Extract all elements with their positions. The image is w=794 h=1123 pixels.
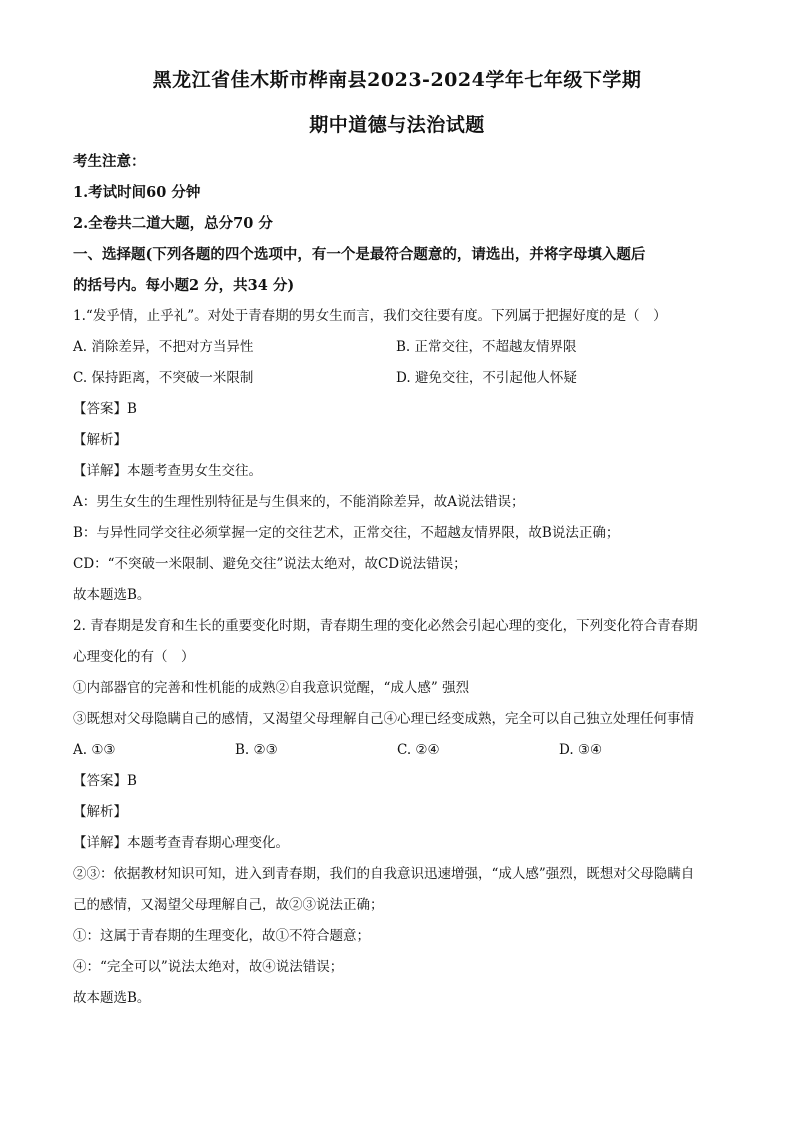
question-2-explanation-line1: ②③：依据教材知识可知，进入到青春期，我们的自我意识迅速增强，“成人感”强烈，既想对父母隐瞒自	[73, 866, 695, 882]
question-2-option-b: B. ②③	[235, 742, 278, 758]
question-2-explanation-line2: 己的感情，又渴望父母理解自己，故②③说法正确；	[73, 897, 384, 913]
question-2-explanation-line4: ④：“完全可以”说法太绝对，故④说法错误；	[73, 959, 344, 975]
question-2-explanation-line3: ①：这属于青春期的生理变化，故①不符合题意；	[73, 928, 370, 944]
question-2-option-d: D. ③④	[559, 742, 603, 758]
question-2-answer: 【答案】B	[73, 773, 137, 789]
question-1-explanation-b: B：与异性同学交往必须掌握一定的交往艺术，正常交往，不超越友情界限，故B说法正确；	[73, 525, 620, 541]
question-1-analysis-label: 【解析】	[73, 432, 127, 448]
question-2-stem-line2: 心理变化的有（ ）	[73, 649, 195, 665]
question-1-conclusion: 故本题选B。	[73, 587, 151, 603]
question-1-option-a: A. 消除差异，不把对方当异性	[73, 339, 254, 355]
notice-item-2: 2.全卷共二道大题，总分70 分	[73, 215, 273, 232]
question-2-option-a: A. ①③	[73, 742, 116, 758]
question-1-option-b: B. 正常交往，不超越友情界限	[396, 339, 577, 355]
question-1-explanation-cd: CD：“不突破一米限制、避免交往”说法太绝对，故CD说法错误；	[73, 556, 467, 572]
document-title-line2: 期中道德与法治试题	[309, 114, 485, 136]
document-body	[73, 146, 723, 1014]
question-2-option-c: C. ②④	[397, 742, 440, 758]
question-1-option-d: D. 避免交往，不引起他人怀疑	[396, 370, 577, 386]
question-2-analysis-label: 【解析】	[73, 804, 127, 820]
question-1-stem: 1.“发乎情，止乎礼”。对处于青春期的男女生而言，我们交往要有度。下列属于把握好度的是（ ）	[73, 308, 667, 324]
document-title-line1: 黑龙江省佳木斯市桦南县2023-2024学年七年级下学期	[152, 69, 642, 91]
notice-item-1: 1.考试时间60 分钟	[73, 184, 201, 201]
question-1-option-c: C. 保持距离，不突破一米限制	[73, 370, 254, 386]
question-1-explanation-a: A：男生女生的生理性别特征是与生俱来的，不能消除差异，故A说法错误；	[73, 494, 525, 510]
question-1-options-row-1	[73, 332, 723, 363]
question-1-detail: 【详解】本题考查男女生交往。	[73, 463, 262, 479]
section-heading-line1: 一、选择题(下列各题的四个选项中，有一个是最符合题意的，请选出，并将字母填入题后	[73, 246, 646, 263]
question-1-answer: 【答案】B	[73, 401, 137, 417]
question-1-options-row-2	[73, 363, 723, 394]
question-2-statements-line2: ③既想对父母隐瞒自己的感情，又渴望父母理解自己④心理已经变成熟，完全可以自己独立处理任何事情	[73, 711, 694, 727]
question-2-detail: 【详解】本题考查青春期心理变化。	[73, 835, 289, 851]
question-2-options-row	[73, 735, 723, 766]
question-2-statements-line1: ①内部器官的完善和性机能的成熟②自我意识觉醒，“成人感” 强烈	[73, 680, 470, 696]
question-2-conclusion: 故本题选B。	[73, 990, 151, 1006]
section-heading-line2: 的括号内。每小题2 分，共34 分)	[73, 277, 295, 294]
question-2-stem-line1: 2. 青春期是发育和生长的重要变化时期，青春期生理的变化必然会引起心理的变化，下列变化符合青春期	[73, 618, 698, 634]
notice-heading: 考生注意：	[73, 153, 146, 170]
